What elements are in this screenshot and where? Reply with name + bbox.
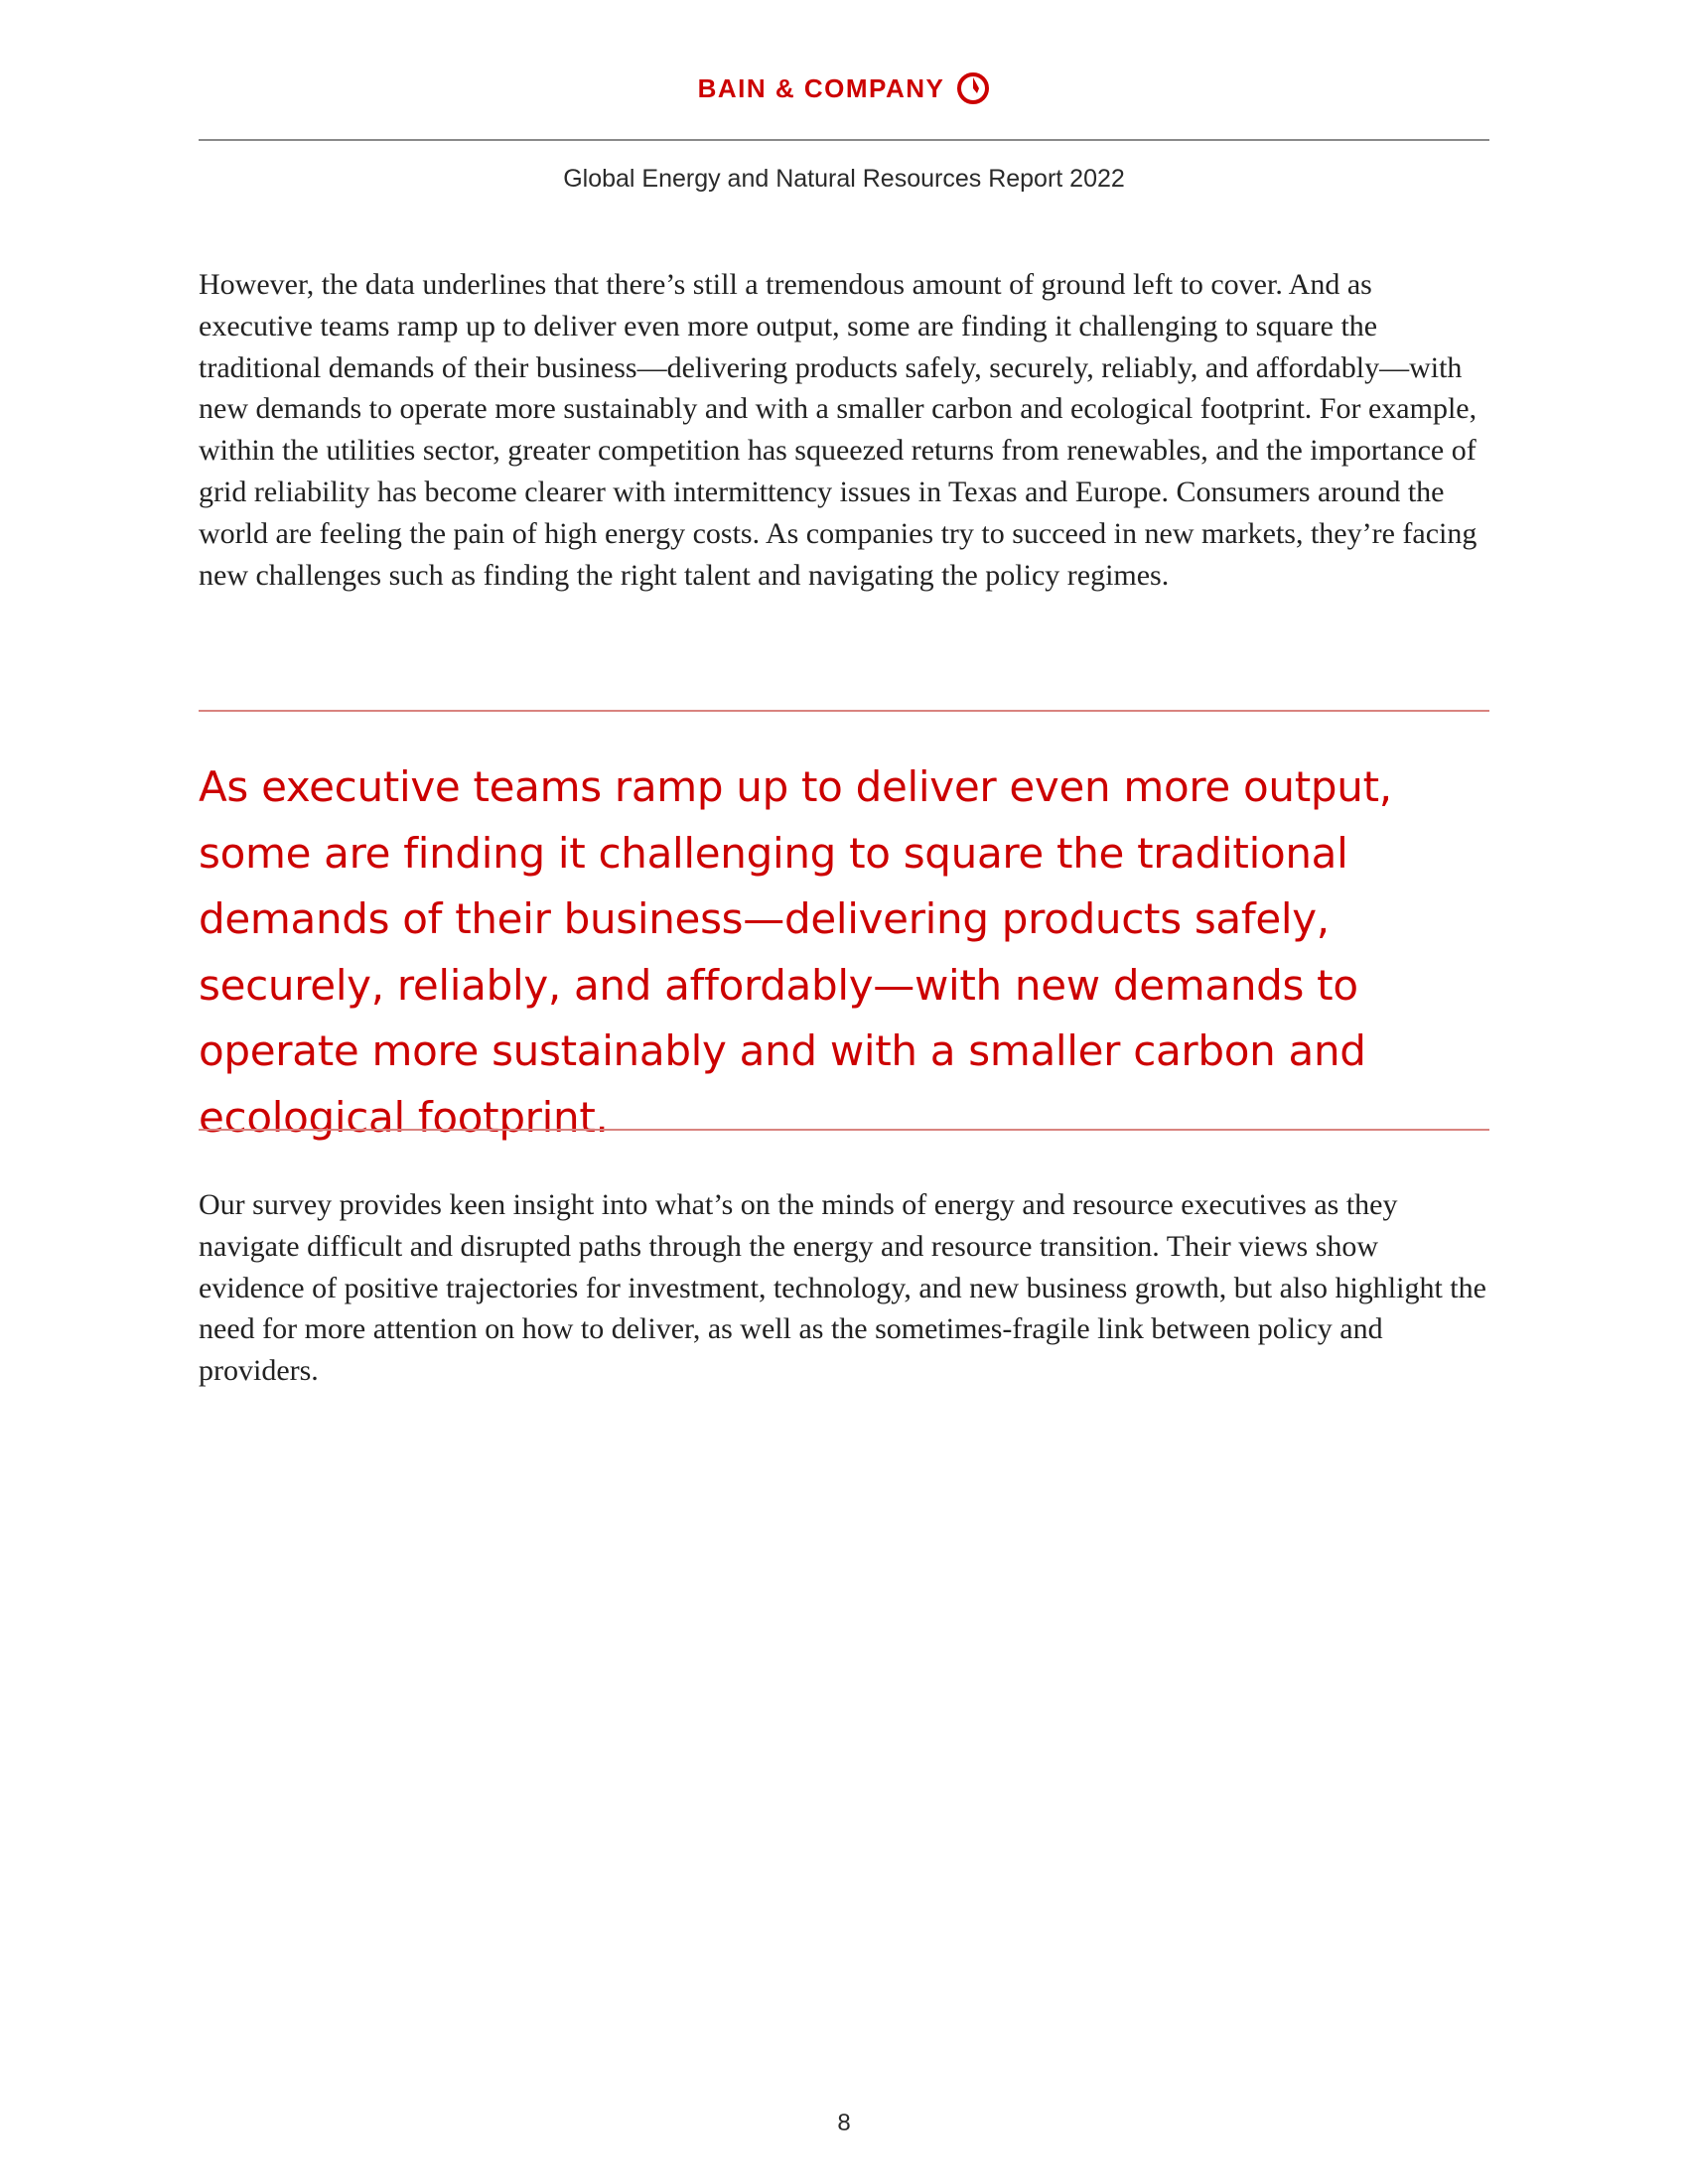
- pull-quote-bottom-divider: [199, 1129, 1489, 1131]
- bain-logo-icon: [956, 71, 990, 105]
- report-title: Global Energy and Natural Resources Report 2022: [563, 165, 1125, 193]
- pull-quote: As executive teams ramp up to deliver even more output, some are finding it challenging to square the traditional demands of their business—delivering products safely, securely, reliably, and affordably—with new demands to operate more sustainably and with a smaller carbon and ecological footprint.: [199, 762, 1392, 1142]
- page-number: 8: [837, 2110, 851, 2136]
- header-divider: [199, 139, 1489, 141]
- pull-quote-top-divider: [199, 710, 1489, 712]
- brand-header: [0, 71, 1688, 105]
- brand-name: BAIN & COMPANY: [697, 72, 945, 103]
- body-paragraph-1: However, the data underlines that there’s still a tremendous amount of ground left to cover. And as executive teams ramp up to deliver even more output, some are finding it challenging to square the traditional demands of their business—delivering products safely, securely, reliably, and affordably—with new demands to operate more sustainably and with a smaller carbon and ecological footprint. For example, within the utilities sector, greater competition has squeezed returns from renewables, and the importance of grid reliability has become clearer with intermittency issues in Texas and Europe. Consumers around the world are feeling the pain of high energy costs. As companies try to succeed in new markets, they’re facing new challenges such as finding the right talent and navigating the policy regimes.: [199, 268, 1477, 592]
- body-paragraph-2: Our survey provides keen insight into what’s on the minds of energy and resource executives as they navigate difficult and disrupted paths through the energy and resource transition. Their views show evidence of positive trajectories for investment, technology, and new business growth, but also highlight the need for more attention on how to deliver, as well as the sometimes-fragile link between policy and providers.: [199, 1188, 1486, 1388]
